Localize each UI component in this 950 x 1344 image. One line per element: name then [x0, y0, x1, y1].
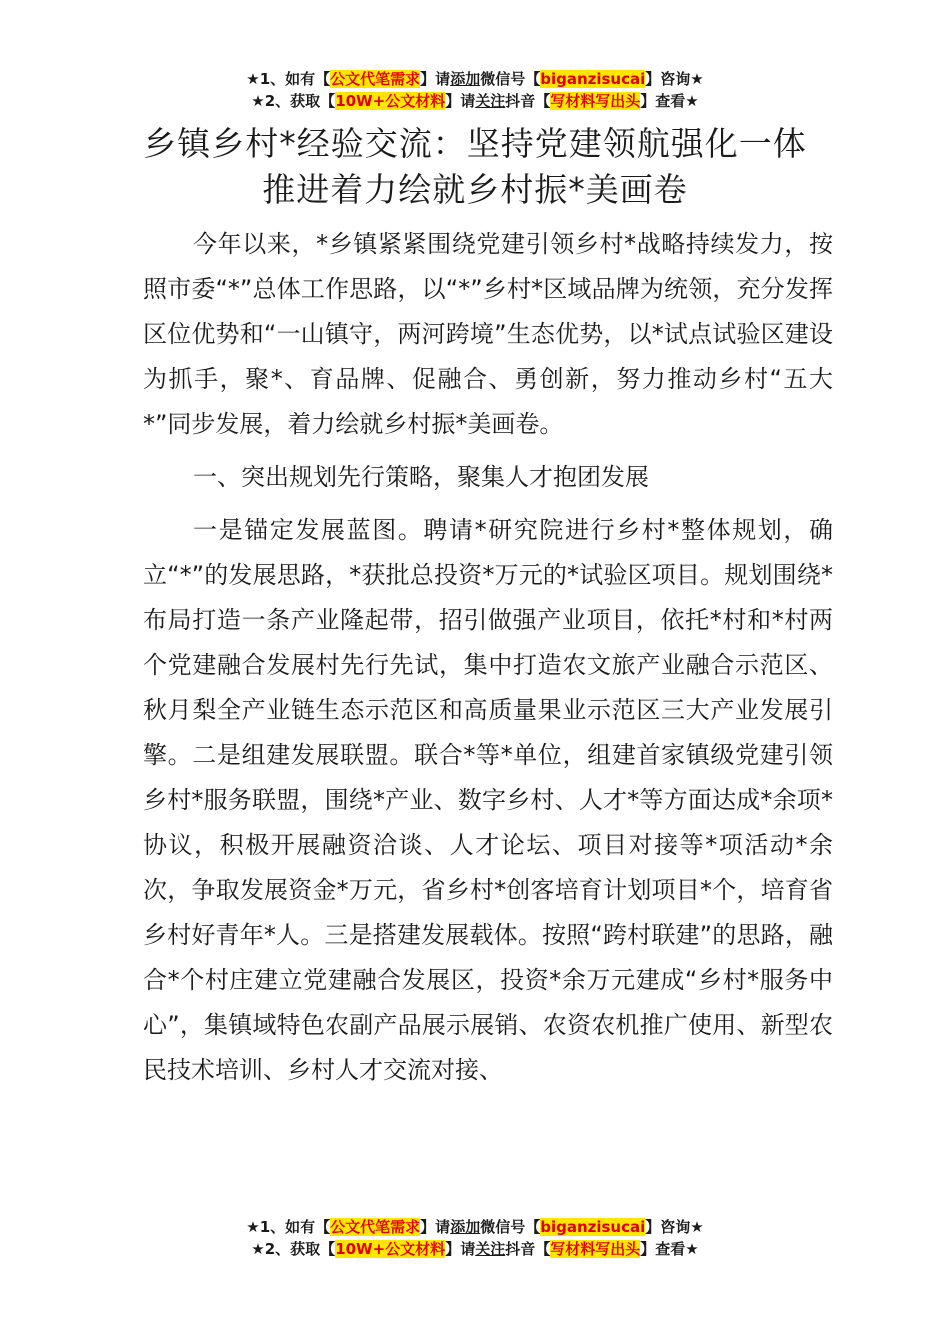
promo-text: ★2、获取【	[251, 1240, 336, 1258]
promo-highlight: 写材料写出头	[550, 92, 641, 110]
promo-highlight: biganzisucai	[540, 1218, 646, 1236]
promo-text: 】请	[420, 70, 451, 88]
promo-text: 】请	[445, 92, 476, 110]
promo-underline: 添加	[450, 1218, 481, 1236]
promo-underline: 添加	[450, 70, 481, 88]
title-line-1: 乡镇乡村*经验交流：坚持党建领航强化一体	[143, 124, 807, 163]
promo-highlight: biganzisucai	[540, 70, 646, 88]
body-paragraph: 一是锚定发展蓝图。聘请*研究院进行乡村*整体规划，确立“*”的发展思路，*获批总投资*万元的*试验区项目。规划围绕*布局打造一条产业隆起带，招引做强产业项目，依托*村和*村两个党建融合发展村先行先试，集中打造农文旅产业融合示范区、秋月梨全产业链生态示范区和高质量果业示范区三大产业发展引擎。二是组建发展联盟。联合*等*单位，组建首家镇级党建引领乡村*服务联盟，围绕*产业、数字乡村、人才*等方面达成*余项*协议，积极开展融资洽谈、人才论坛、项目对接等*项活动*余次，争取发展资金*万元，省乡村*创客培育计划项目*个，培育省乡村好青年*人。三是搭建发展载体。按照“跨村联建”的思路，融合*个村庄建立党建融合发展区，投资*余万元建成“乡村*服务中心”，集镇域特色农副产品展示展销、农资农机推广使用、新型农民技术培训、乡村人才交流对接、	[143, 516, 833, 1084]
promo-banner-bottom	[0, 1216, 950, 1260]
promo-text: 抖音【	[505, 1240, 551, 1258]
promo-text: 抖音【	[505, 92, 551, 110]
promo-text: ★1、如有【	[246, 1218, 331, 1236]
promo-line-2	[0, 90, 950, 112]
promo-underline: 关注	[475, 92, 506, 110]
promo-text: 】查看★	[640, 92, 699, 110]
section-heading: 一、突出规划先行策略，聚集人才抱团发展	[193, 463, 649, 491]
promo-highlight: 公文代笔需求	[330, 70, 421, 88]
promo-line-1	[0, 1216, 950, 1238]
promo-banner-top	[0, 68, 950, 112]
promo-line-2	[0, 1238, 950, 1260]
promo-text: ★2、获取【	[251, 92, 336, 110]
promo-text: 】咨询★	[645, 1218, 704, 1236]
promo-underline: 关注	[475, 1240, 506, 1258]
promo-text: ★1、如有【	[246, 70, 331, 88]
promo-line-1	[0, 68, 950, 90]
promo-highlight: 写材料写出头	[550, 1240, 641, 1258]
promo-text: 】请	[420, 1218, 451, 1236]
promo-text: 】咨询★	[645, 70, 704, 88]
promo-text: 】请	[445, 1240, 476, 1258]
intro-paragraph: 今年以来，*乡镇紧紧围绕党建引领乡村*战略持续发力，按照市委“*”总体工作思路，以“*”乡村*区域品牌为统领，充分发挥区位优势和“一山镇守，两河跨境”生态优势，以*试点试验区建设为抓手，聚*、育品牌、促融合、勇创新，努力推动乡村“五大*”同步发展，着力绘就乡村振*美画卷。	[143, 230, 833, 438]
promo-text: 】查看★	[640, 1240, 699, 1258]
title-line-2: 推进着力绘就乡村振*美画卷	[262, 170, 688, 209]
promo-text: 微信号【	[480, 1218, 541, 1236]
document-title	[0, 121, 950, 213]
promo-highlight: 10W+公文材料	[335, 92, 446, 110]
promo-text: 微信号【	[480, 70, 541, 88]
promo-highlight: 公文代笔需求	[330, 1218, 421, 1236]
document-body	[143, 222, 833, 1093]
promo-highlight: 10W+公文材料	[335, 1240, 446, 1258]
